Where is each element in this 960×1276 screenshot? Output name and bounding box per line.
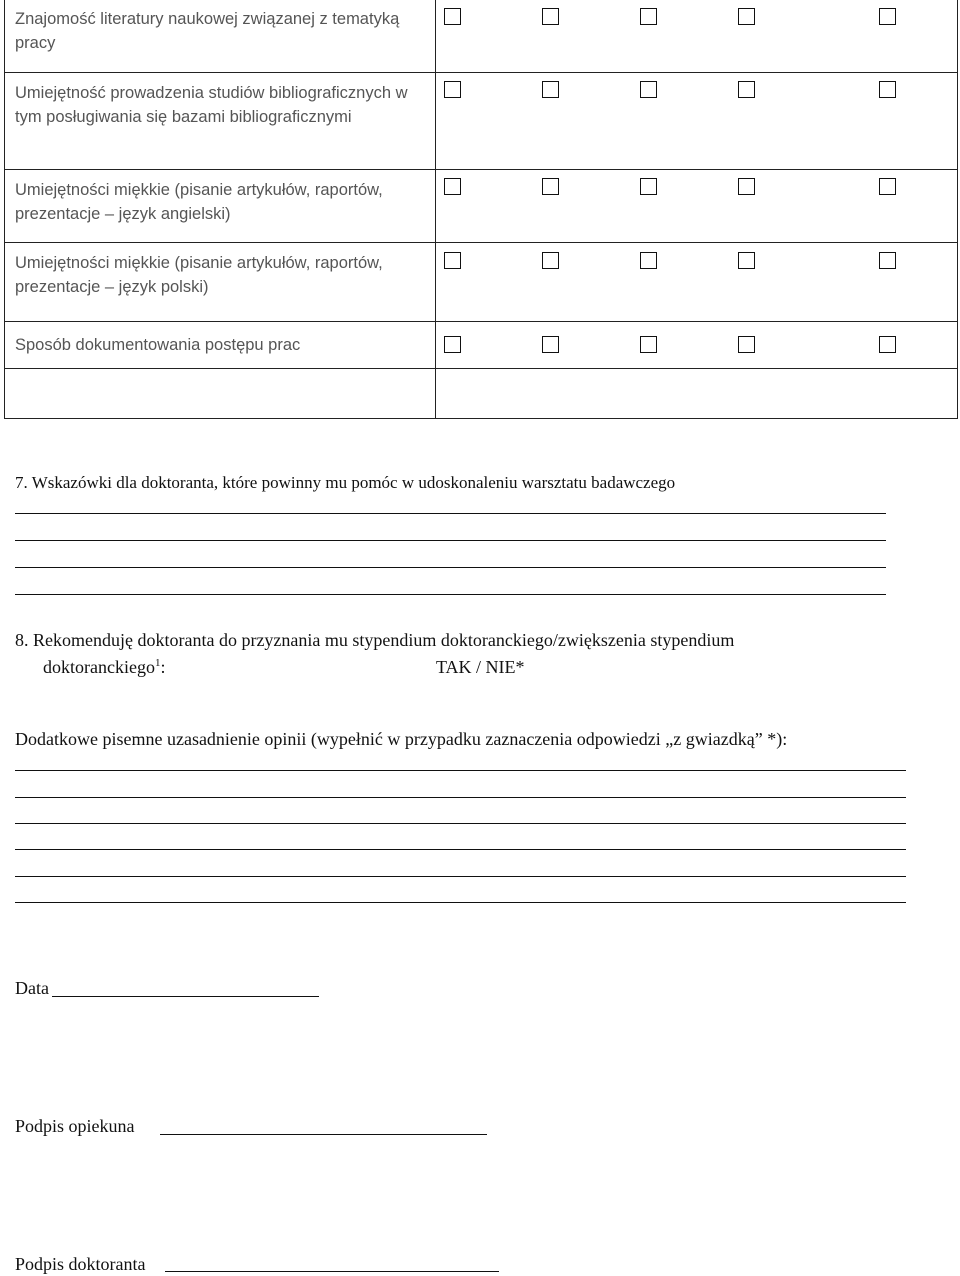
evaluation-table bbox=[4, 0, 958, 419]
rating-checkbox[interactable] bbox=[444, 336, 461, 353]
rating-checkbox[interactable] bbox=[879, 336, 896, 353]
rating-checkbox[interactable] bbox=[444, 81, 461, 98]
row-label: Umiejętności miękkie (pisanie artykułów, raportów, prezentacje – język polski) bbox=[5, 243, 436, 322]
table-row bbox=[5, 73, 958, 170]
row-label: Sposób dokumentowania postępu prac bbox=[5, 322, 436, 369]
table-row bbox=[5, 322, 958, 369]
rating-checkbox[interactable] bbox=[444, 8, 461, 25]
student-signature-field[interactable] bbox=[165, 1271, 499, 1272]
rating-checkbox[interactable] bbox=[542, 178, 559, 195]
date-label: Data bbox=[15, 978, 49, 998]
table-row bbox=[5, 243, 958, 322]
date-field[interactable] bbox=[52, 996, 319, 997]
answer-line[interactable] bbox=[15, 849, 906, 850]
rating-checkbox[interactable] bbox=[542, 252, 559, 269]
table-row bbox=[5, 170, 958, 243]
row-label: Umiejętności miękkie (pisanie artykułów, raportów, prezentacje – język angielski) bbox=[5, 170, 436, 243]
student-signature-label: Podpis doktoranta bbox=[15, 1254, 146, 1274]
rating-checkbox[interactable] bbox=[738, 8, 755, 25]
rating-checkbox[interactable] bbox=[444, 178, 461, 195]
row-label: Znajomość literatury naukowej związanej z tematyką pracy bbox=[5, 0, 436, 73]
rating-checkbox[interactable] bbox=[640, 81, 657, 98]
rating-checkbox[interactable] bbox=[879, 178, 896, 195]
table-row bbox=[5, 0, 958, 73]
section-7-heading: 7. Wskazówki dla doktoranta, które powinny mu pomóc w udoskonaleniu warsztatu badawczego bbox=[15, 473, 676, 492]
footnote-mark: 1 bbox=[154, 657, 161, 669]
rating-checkbox[interactable] bbox=[542, 81, 559, 98]
rating-checkbox[interactable] bbox=[444, 252, 461, 269]
rating-checkbox[interactable] bbox=[879, 252, 896, 269]
rating-checkbox[interactable] bbox=[879, 81, 896, 98]
justification-label: Dodatkowe pisemne uzasadnienie opinii (wypełnić w przypadku zaznaczenia odpowiedzi „z gwiazdką” *): bbox=[15, 729, 788, 749]
recommendation-choice[interactable]: TAK / NIE* bbox=[436, 657, 525, 677]
rating-checkbox[interactable] bbox=[640, 178, 657, 195]
rating-checkbox[interactable] bbox=[640, 336, 657, 353]
rating-checkbox[interactable] bbox=[738, 252, 755, 269]
rating-checkbox[interactable] bbox=[542, 336, 559, 353]
answer-line[interactable] bbox=[15, 513, 886, 514]
answer-line[interactable] bbox=[15, 567, 886, 568]
section-8-heading: 8. Rekomenduję doktoranta do przyznania mu stypendium doktoranckiego/zwiększenia stypendium bbox=[15, 630, 735, 650]
rating-checkbox[interactable] bbox=[640, 8, 657, 25]
answer-line[interactable] bbox=[15, 876, 906, 877]
rating-checkbox[interactable] bbox=[640, 252, 657, 269]
answer-line[interactable] bbox=[15, 770, 906, 771]
table-row bbox=[5, 369, 958, 419]
answer-line[interactable] bbox=[15, 797, 906, 798]
rating-checkbox[interactable] bbox=[738, 178, 755, 195]
rating-checkbox[interactable] bbox=[542, 8, 559, 25]
section-8-line2: doktoranckiego$^1$: bbox=[43, 657, 166, 677]
rating-checkbox[interactable] bbox=[738, 336, 755, 353]
supervisor-signature-field[interactable] bbox=[160, 1134, 487, 1135]
answer-line[interactable] bbox=[15, 540, 886, 541]
rating-checkbox[interactable] bbox=[879, 8, 896, 25]
answer-line[interactable] bbox=[15, 594, 886, 595]
supervisor-signature-label: Podpis opiekuna bbox=[15, 1116, 135, 1136]
answer-line[interactable] bbox=[15, 823, 906, 824]
answer-line[interactable] bbox=[15, 902, 906, 903]
row-label: Umiejętność prowadzenia studiów bibliograficznych w tym posługiwania się bazami bibliograficznymi bbox=[5, 73, 436, 170]
row-label bbox=[5, 369, 436, 419]
rating-checkbox[interactable] bbox=[738, 81, 755, 98]
